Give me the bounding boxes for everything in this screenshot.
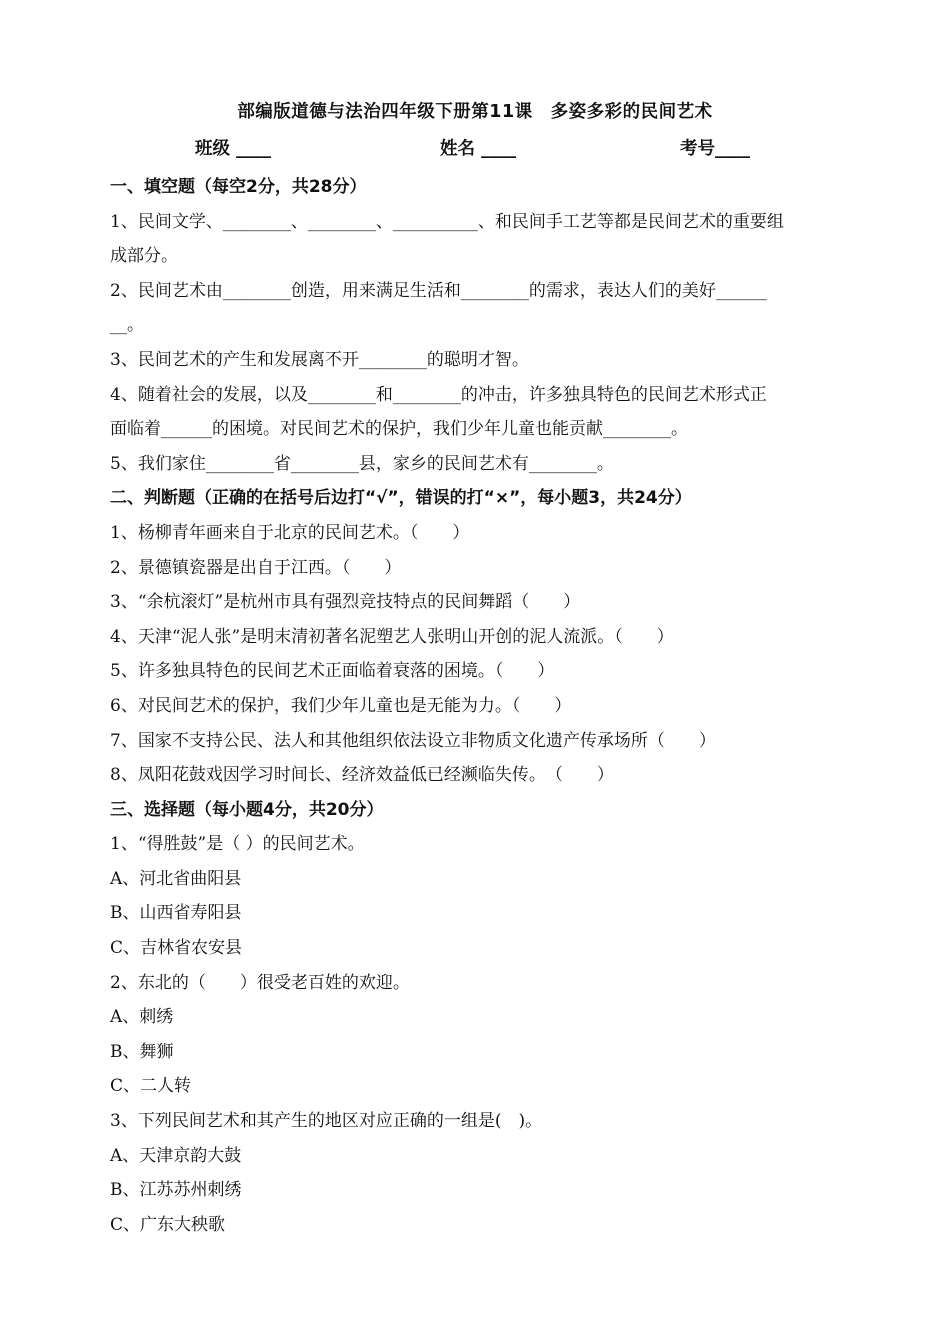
question-line: 1、“得胜鼓”是（ ）的民间艺术。 [110, 834, 365, 855]
question-line: 1、杨柳青年画来自于北京的民间艺术。（ ） [110, 522, 470, 543]
question-line: B、山西省寿阳县 [110, 903, 242, 924]
question-line: A、刺绣 [110, 1007, 174, 1028]
question-line: C、吉林省农安县 [110, 938, 243, 959]
question-line: 2、景德镇瓷器是出自于江西。（ ） [110, 557, 402, 578]
question-line: A、天津京韵大鼓 [110, 1145, 242, 1166]
section-heading: 一、填空题（每空2分，共28分） [110, 177, 367, 197]
question-line: 6、对民间艺术的保护，我们少年儿童也是无能为力。（ ） [110, 695, 572, 716]
question-line: C、二人转 [110, 1076, 192, 1097]
question-line: 1、民间文学、________、________、__________、和民间手工艺等都是民间艺术的重要组 [110, 211, 784, 232]
page-title: 部编版道德与法治四年级下册第11课 多姿多彩的民间艺术 [237, 102, 713, 122]
name-field: 姓名 ____ [440, 139, 517, 159]
question-line: 5、许多独具特色的民间艺术正面临着衰落的困境。（ ） [110, 661, 555, 682]
question-line: C、广东大秧歌 [110, 1214, 226, 1235]
exam-number-field: 考号____ [680, 139, 750, 159]
question-line: 2、民间艺术由________创造，用来满足生活和________的需求，表达人们的美好______ [110, 280, 767, 301]
student-info-row [0, 135, 950, 159]
question-line: 3、民间艺术的产生和发展离不开________的聪明才智。 [110, 349, 529, 370]
question-line: 面临着______的困境。对民间艺术的保护，我们少年儿童也能贡献________。 [110, 419, 688, 440]
question-line: 8、凤阳花鼓戏因学习时间长、经济效益低已经濒临失传。 （ ） [110, 765, 614, 786]
question-line: B、江苏苏州刺绣 [110, 1180, 242, 1201]
question-line: 2、东北的（ ）很受老百姓的欢迎。 [110, 972, 410, 993]
question-line: B、舞狮 [110, 1041, 174, 1062]
question-line: 3、下列民间艺术和其产生的地区对应正确的一组是( )。 [110, 1111, 543, 1132]
question-line: 4、天津“泥人张”是明末清初著名泥塑艺人张明山开创的泥人流派。（ ） [110, 626, 674, 647]
question-line: 成部分。 [110, 246, 178, 267]
question-line: 4、随着社会的发展，以及________和________的冲击，许多独具特色的民间艺术形式正 [110, 384, 767, 405]
question-line: 7、国家不支持公民、法人和其他组织依法设立非物质文化遗产传承场所（ ） [110, 730, 716, 751]
section-heading: 三、选择题（每小题4分，共20分） [110, 799, 384, 820]
question-list [110, 170, 845, 1242]
class-field: 班级 ____ [195, 139, 272, 159]
question-line: 5、我们家住________省________县，家乡的民间艺术有________。 [110, 453, 614, 474]
section-heading: 二、判断题（正确的在括号后边打“√”，错误的打“×”，每小题3，共24分） [110, 488, 692, 509]
question-line: 3、“余杭滚灯”是杭州市具有强烈竞技特点的民间舞蹈（ ） [110, 592, 581, 613]
question-line: A、河北省曲阳县 [110, 868, 242, 889]
question-line: __。 [110, 315, 144, 336]
